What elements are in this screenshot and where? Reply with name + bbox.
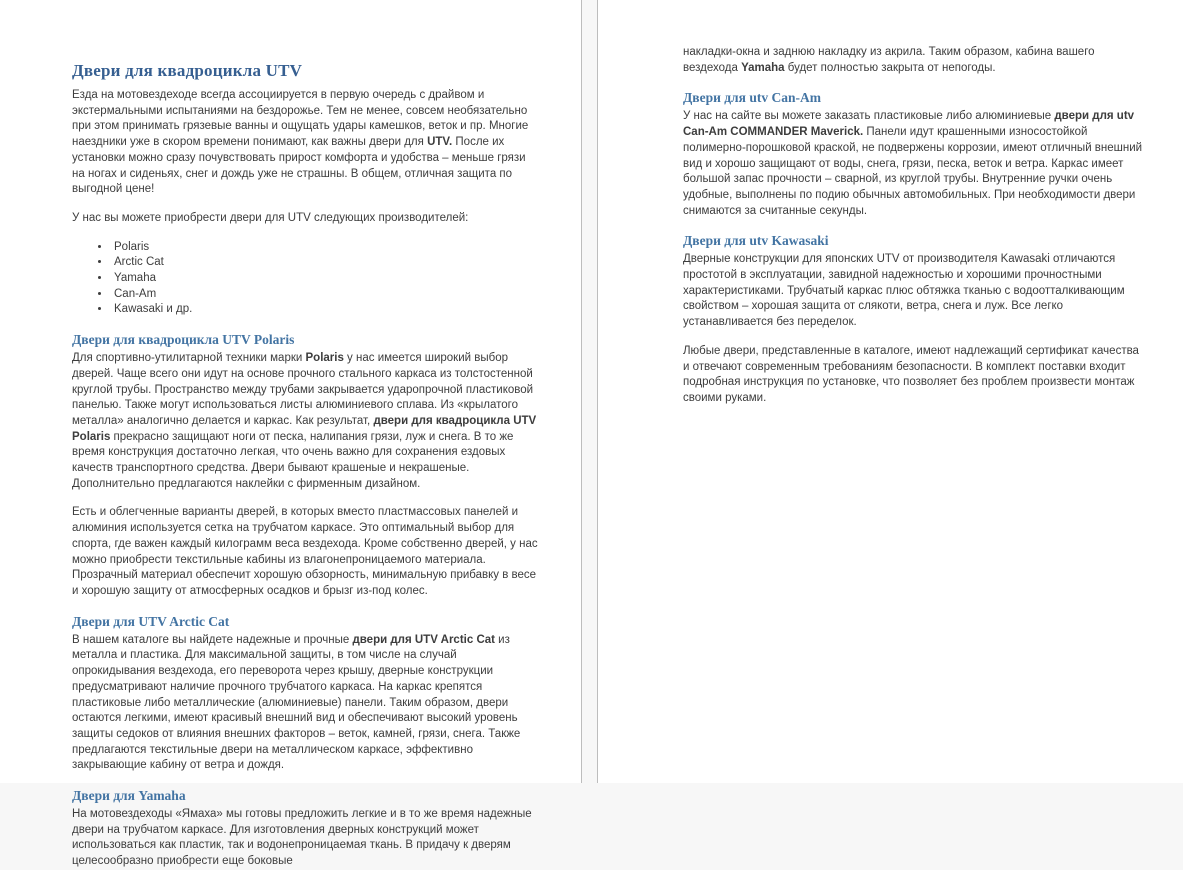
section-heading [72,331,541,348]
bold-text-run: двери для utv Can-Am COMMANDER Maverick. [683,110,1135,139]
paragraph [72,807,541,870]
paragraph [72,211,541,227]
text-run: Есть и облегченные варианты дверей, в которых вместо пластмассовых панелей и алюминия используется сетка на трубчатом каркасе. Это оптимальный выбор для спорта, где важен каждый килограмм веса вездехода. Кроме собственно дверей, у нас можно приобрести текстильные кабины из влагонепроницаемого материала. Прозрачный материал обеспечит хорошую обзорность, минимальную прибавку в весе и хорошую защиту от атмосферных осадков и брызг из-под колес. [72,506,538,597]
bullet-item: • Can-Am [111,287,541,303]
text-run: Дверные конструкции для японских UTV от производителя Kawasaki отличаются простотой в эксплуатации, завидной надежностью и хорошими прочностными характеристиками. Трубчатый каркас плюс обтяжка тканью с водоотталкивающим свойством – хорошая защита от слякоти, ветра, снега и луж. Все легко устанавливается без переделок. [683,253,1125,329]
text-run: Двери для Yamaha [72,788,186,804]
bold-text-run: Yamaha [741,61,785,74]
paragraph [72,351,541,492]
bullet-item: • Polaris [111,240,541,256]
paragraph [72,88,541,198]
document-page-left[interactable] [0,0,582,868]
text-run: накладки-окна и заднюю накладку из акрила. Таким образом, кабина вашего вездехода [683,46,1095,74]
page-gap [582,0,597,783]
text-run: В нашем каталоге вы найдете надежные и прочные [72,633,353,646]
text-run: прекрасно защищают ноги от песка, налипания грязи, луж и снега. В то же время конструкция достаточно легкая, что очень важно для сохранения ездовых качеств транспортного средства. Двери бывают крашеные и некрашеные. Дополнительно предлагаются наклейки с фирменным дизайном. [72,430,514,490]
section-heading [683,232,1143,249]
text-run: Двери для UTV Arctic Cat [72,613,230,629]
section-heading [72,787,541,804]
text-run: У нас на сайте вы можете заказать пластиковые либо алюминиевые [683,110,1055,123]
text-run: Любые двери, представленные в каталоге, имеют надлежащий сертификат качества и отвечают современным требованиям безопасности. В комплект поставки входит подробная инструкция по установке, что позволяет без проблем произвести монтаж своими руками. [683,344,1139,404]
text-run: Езда на мотовездеходе всегда ассоциируется в первую очередь с драйвом и экстермальными испытаниями на бездорожье. Тем не менее, совсем необязательно при этом принимать грязевые ванны и ощущать удары камешков, веток и пр. Многие наездники уже в скором времени понимают, как важны двери для [72,89,529,149]
bold-text-run: UTV. [427,136,453,149]
section-heading [72,613,541,630]
bullet-item: • Arctic Cat [111,255,541,271]
text-run: Двери для utv Kawasaki [683,233,829,249]
manufacturer-bullet-list [72,240,541,319]
text-run: Двери для квадроцикла UTV Polaris [72,332,295,348]
text-run: После их установки можно сразу почувствовать прирост комфорта и удобства – меньше грязи на ногах и сиденьях, снег и дождь уже не страшны. В общем, отличная защита по выгодной цене! [72,136,526,196]
text-run: Двери для utv Can-Am [683,90,821,106]
text-run: Для спортивно-утилитарной техники марки [72,352,306,365]
bold-text-run: двери для квадроцикла UTV Polaris [72,414,537,443]
page-left-content [0,0,581,870]
paragraph [72,633,541,774]
paragraph [683,109,1143,219]
paragraph [72,505,541,599]
page-right-content [598,0,1183,407]
bold-text-run: Polaris [305,352,344,365]
section-heading [683,89,1143,106]
text-run: у нас имеется широкий выбор дверей. Чаще всего они идут на основе прочного стального каркаса из толстостенной круглой трубы. Пространство между трубами закрывается ударопрочной пластиковой панелью. Также могут использоваться листы алюминиевого сплава. Из «крылатого металла» аналогично делается и каркас. Как результат, [72,352,534,427]
paragraph [683,252,1143,331]
text-run: У нас вы можете приобрести двери для UTV следующих производителей: [72,211,469,224]
paragraph [683,45,1143,76]
text-run: Двери для квадроцикла UTV [72,61,303,80]
paragraph [683,344,1143,407]
text-run: из металла и пластика. Для максимальной защиты, в том числе на случай опрокидывания вездехода, его переворота через крышу, дверные конструкции предусматривают наличие прочного трубчатого каркаса. На каркас крепятся пластиковые либо металлические (алюминиевые) панели. Таким образом, двери остаются легкими, имеют красивый внешний вид и обеспечивают высокий уровень защиты седоков от влияния внешних факторов – веток, камней, грязи, снега. Также предлагаются текстильные двери на металлическом каркасе, эффективно закрывающие кабину от ветра и дождя. [72,633,521,772]
text-run: На мотовездеходы «Ямаха» мы готовы предложить легкие и в то же время надежные двери на трубчатом каркасе. Для изготовления дверных конструкций может использоваться как пластик, так и водонепроницаемая ткань. В придачу к дверям целесообразно приобрести еще боковые [72,808,532,868]
document-page-right[interactable] [597,0,1183,783]
section-heading [72,60,541,81]
bullet-item: • Kawasaki и др. [111,302,541,318]
text-run: будет полностью закрыта от непогоды. [784,61,996,74]
text-run: Панели идут крашенными износостойкой полимерно-порошковой краской, не подвержены коррозии, имеют отличный внешний вид и хорошо защищают от воды, снега, грязи, песка, веток и ветра. Каркас имеет большой запас прочности – сварной, из круглой трубы. Внутренние ручки очень удобные, выполнены по подию обычных автомобильных. При необходимости двери снимаются за считанные секунды. [683,126,1143,217]
bullet-item: • Yamaha [111,271,541,287]
bold-text-run: двери для UTV Arctic Cat [352,633,495,646]
